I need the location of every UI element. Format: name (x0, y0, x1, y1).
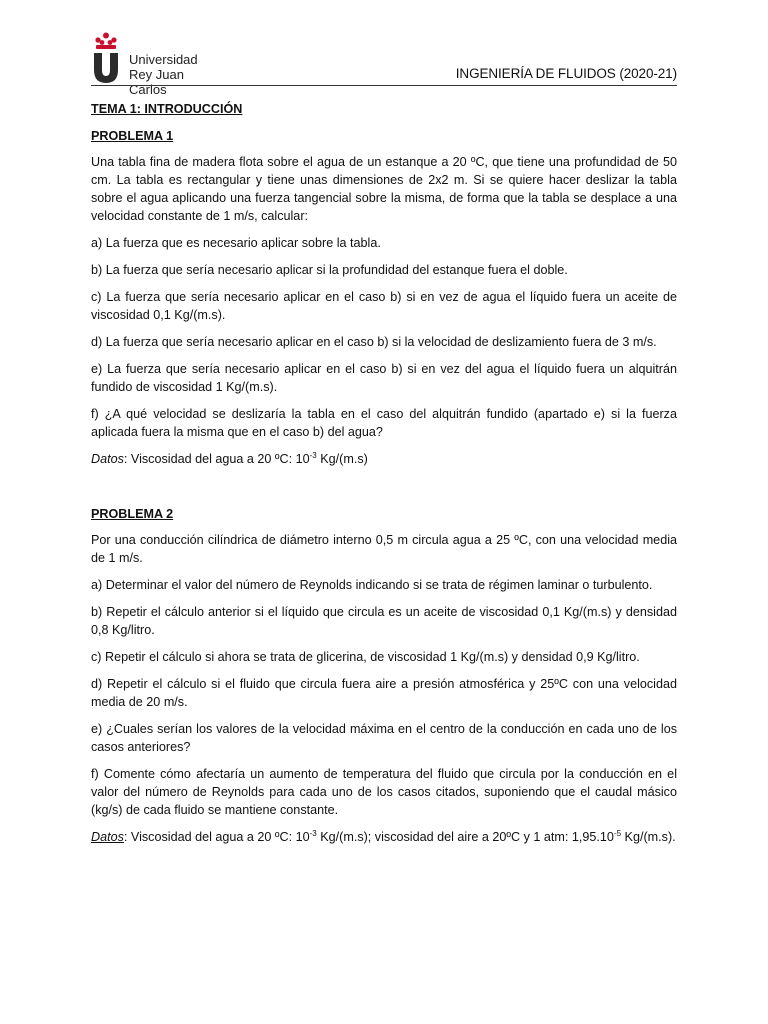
data-text-3: Kg/(m.s). (621, 830, 676, 844)
data-unit: Kg/(m.s) (316, 452, 368, 466)
problem-1-title: PROBLEMA 1 (91, 129, 174, 143)
document-body (91, 102, 677, 846)
university-logo (91, 32, 216, 97)
topic-heading: TEMA 1: INTRODUCCIÓN (91, 102, 243, 116)
university-name (129, 52, 216, 97)
university-name-line1: Universidad (129, 52, 198, 67)
data-label: Datos (91, 452, 124, 466)
data-text: : Viscosidad del agua a 20 ºC: 10 (123, 452, 310, 466)
page-header (91, 28, 677, 97)
problem-1-part-e: e) La fuerza que sería necesario aplicar en el caso b) si en vez del agua el líquido fuera un alquitrán fundido de viscosidad 1 Kg/(m.s). (91, 362, 677, 394)
problem-1-data (91, 450, 677, 468)
problem-2-title: PROBLEMA 2 (91, 507, 174, 521)
problem-2-part-e: e) ¿Cuales serían los valores de la velocidad máxima en el centro de la conducción en cada uno de los casos anteriores? (91, 722, 677, 754)
problem-2-part-b: b) Repetir el cálculo anterior si el líquido que circula es un aceite de viscosidad 0,1 Kg/(m.s) y densidad 0,8 Kg/litro. (91, 605, 677, 637)
course-title: INGENIERÍA DE FLUIDOS (2020-21) (455, 66, 677, 81)
university-name-line2: Rey Juan Carlos (129, 67, 184, 97)
exponent-1: -3 (309, 829, 317, 838)
exponent: -3 (309, 451, 317, 460)
problem-2-part-c: c) Repetir el cálculo si ahora se trata de glicerina, de viscosidad 1 Kg/(m.s) y densidad 0,9 Kg/litro. (91, 650, 640, 664)
problem-2-statement: Por una conducción cilíndrica de diámetro interno 0,5 m circula agua a 25 ºC, con una velocidad media de 1 m/s. (91, 533, 677, 565)
header-divider (91, 85, 677, 86)
data-text-2: Kg/(m.s); viscosidad del aire a 20ºC y 1 atm: 1,95.10 (316, 830, 614, 844)
data-label: Datos (91, 830, 124, 844)
data-text-1: : Viscosidad del agua a 20 ºC: 10 (123, 830, 310, 844)
problem-1-part-d: d) La fuerza que sería necesario aplicar en el caso b) si la velocidad de deslizamiento fuera de 3 m/s. (91, 335, 657, 349)
problem-2-part-f: f) Comente cómo afectaría un aumento de temperatura del fluido que circula por la conducción en el valor del número de Reynolds para cada uno de los casos citados, suponiendo que el caudal másico (kg/s) de cada fluido se mantiene constante. (91, 767, 677, 817)
problem-1-part-b: b) La fuerza que sería necesario aplicar si la profundidad del estanque fuera el doble. (91, 263, 568, 277)
problem-1-part-a: a) La fuerza que es necesario aplicar sobre la tabla. (91, 236, 381, 250)
exponent-2: -5 (613, 829, 622, 838)
urjc-crest-icon (91, 32, 121, 84)
problem-1-part-c: c) La fuerza que sería necesario aplicar en el caso b) si en vez de agua el líquido fuera un aceite de viscosidad 0,1 Kg/(m.s). (91, 290, 677, 322)
problem-2-data (91, 828, 677, 846)
problem-2-part-a: a) Determinar el valor del número de Reynolds indicando si se trata de régimen laminar o turbulento. (91, 578, 653, 592)
problem-1-statement: Una tabla fina de madera flota sobre el agua de un estanque a 20 ºC, que tiene una profundidad de 50 cm. La tabla es rectangular y tiene unas dimensiones de 2x2 m. Si se quiere hacer deslizar la tabla sobre el agua aplicando una fuerza tangencial sobre la misma, de forma que la tabla se desplace a una velocidad constante de 1 m/s, calcular: (91, 155, 677, 223)
problem-2-part-d: d) Repetir el cálculo si el fluido que circula fuera aire a presión atmosférica y 25ºC con una velocidad media de 20 m/s. (91, 677, 677, 709)
problem-1-part-f: f) ¿A qué velocidad se deslizaría la tabla en el caso del alquitrán fundido (apartado e) si la fuerza aplicada fuera la misma que en el caso b) del agua? (91, 407, 677, 439)
